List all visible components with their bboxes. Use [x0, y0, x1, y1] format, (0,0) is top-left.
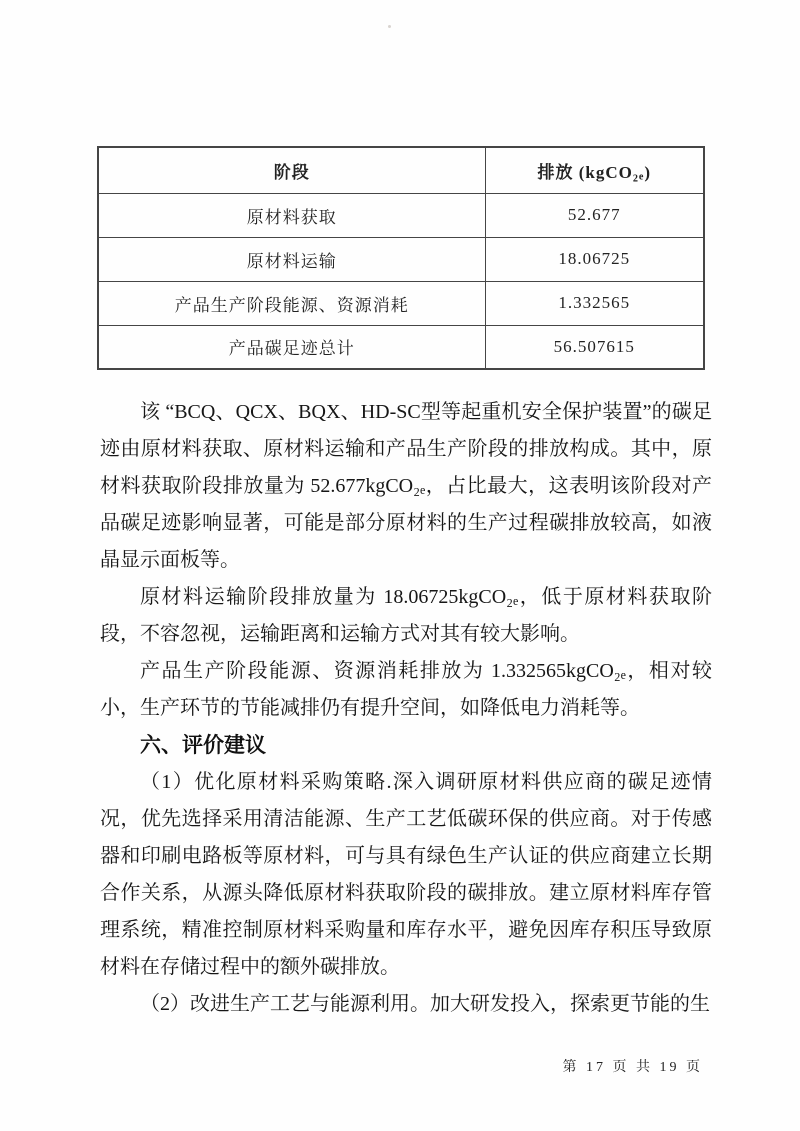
table-cell-value: 56.507615: [485, 325, 704, 369]
section-heading: 六、评价建议: [140, 734, 266, 757]
table-header-emissions: 排放 (kgCO₂ₑ): [485, 147, 704, 193]
table-cell-stage: 原材料获取: [98, 193, 485, 237]
table-cell-value: 1.332565: [485, 281, 704, 325]
paragraph-recommendation-2: （2）改进生产工艺与能源利用。加大研发投入，探索更节能的生: [140, 993, 710, 1015]
page-number: 第 17 页 共 19 页: [562, 1060, 703, 1075]
table-cell-stage: 原材料运输: [98, 237, 485, 281]
table-row: [98, 281, 704, 325]
paragraph-transport: 原材料运输阶段排放量为 18.06725kgCO₂ₑ，低于原材料获取阶段，不容忽视，运输距离和运输方式对其有较大影响。: [100, 586, 712, 645]
document-body: [100, 394, 712, 1023]
table-cell-stage: 产品生产阶段能源、资源消耗: [98, 281, 485, 325]
table-cell-value: 52.677: [485, 193, 704, 237]
table-header-stage: 阶段: [98, 147, 485, 193]
table-header-row: [98, 147, 704, 193]
emissions-table: [97, 146, 705, 370]
table-row: [98, 193, 704, 237]
table-row: [98, 237, 704, 281]
table-cell-value: 18.06725: [485, 237, 704, 281]
paragraph-recommendation-1: （1）优化原材料采购策略.深入调研原材料供应商的碳足迹情况，优先选择采用清洁能源、生产工艺低碳环保的供应商。对于传感器和印刷电路板等原材料，可与具有绿色生产认证的供应商建立长期合作关系，从源头降低原材料获取阶段的碳排放。建立原材料库存管理系统，精准控制原材料采购量和库存水平，避免因库存积压导致原材料在存储过程中的额外碳排放。: [100, 771, 712, 978]
scan-artifact-dot: [388, 25, 391, 28]
paragraph-production: 产品生产阶段能源、资源消耗排放为 1.332565kgCO₂ₑ，相对较小，生产环节的节能减排仍有提升空间，如降低电力消耗等。: [100, 660, 712, 719]
table-cell-stage: 产品碳足迹总计: [98, 325, 485, 369]
paragraph-overview: 该 “BCQ、QCX、BQX、HD-SC型等起重机安全保护装置”的碳足迹由原材料获取、原材料运输和产品生产阶段的排放构成。其中，原材料获取阶段排放量为 52.677kgCO₂ₑ，占比最大，这表明该阶段对产品碳足迹影响显著，可能是部分原材料的生产过程碳排放较高，如液晶显示面板等。: [100, 401, 712, 571]
table-row: [98, 325, 704, 369]
